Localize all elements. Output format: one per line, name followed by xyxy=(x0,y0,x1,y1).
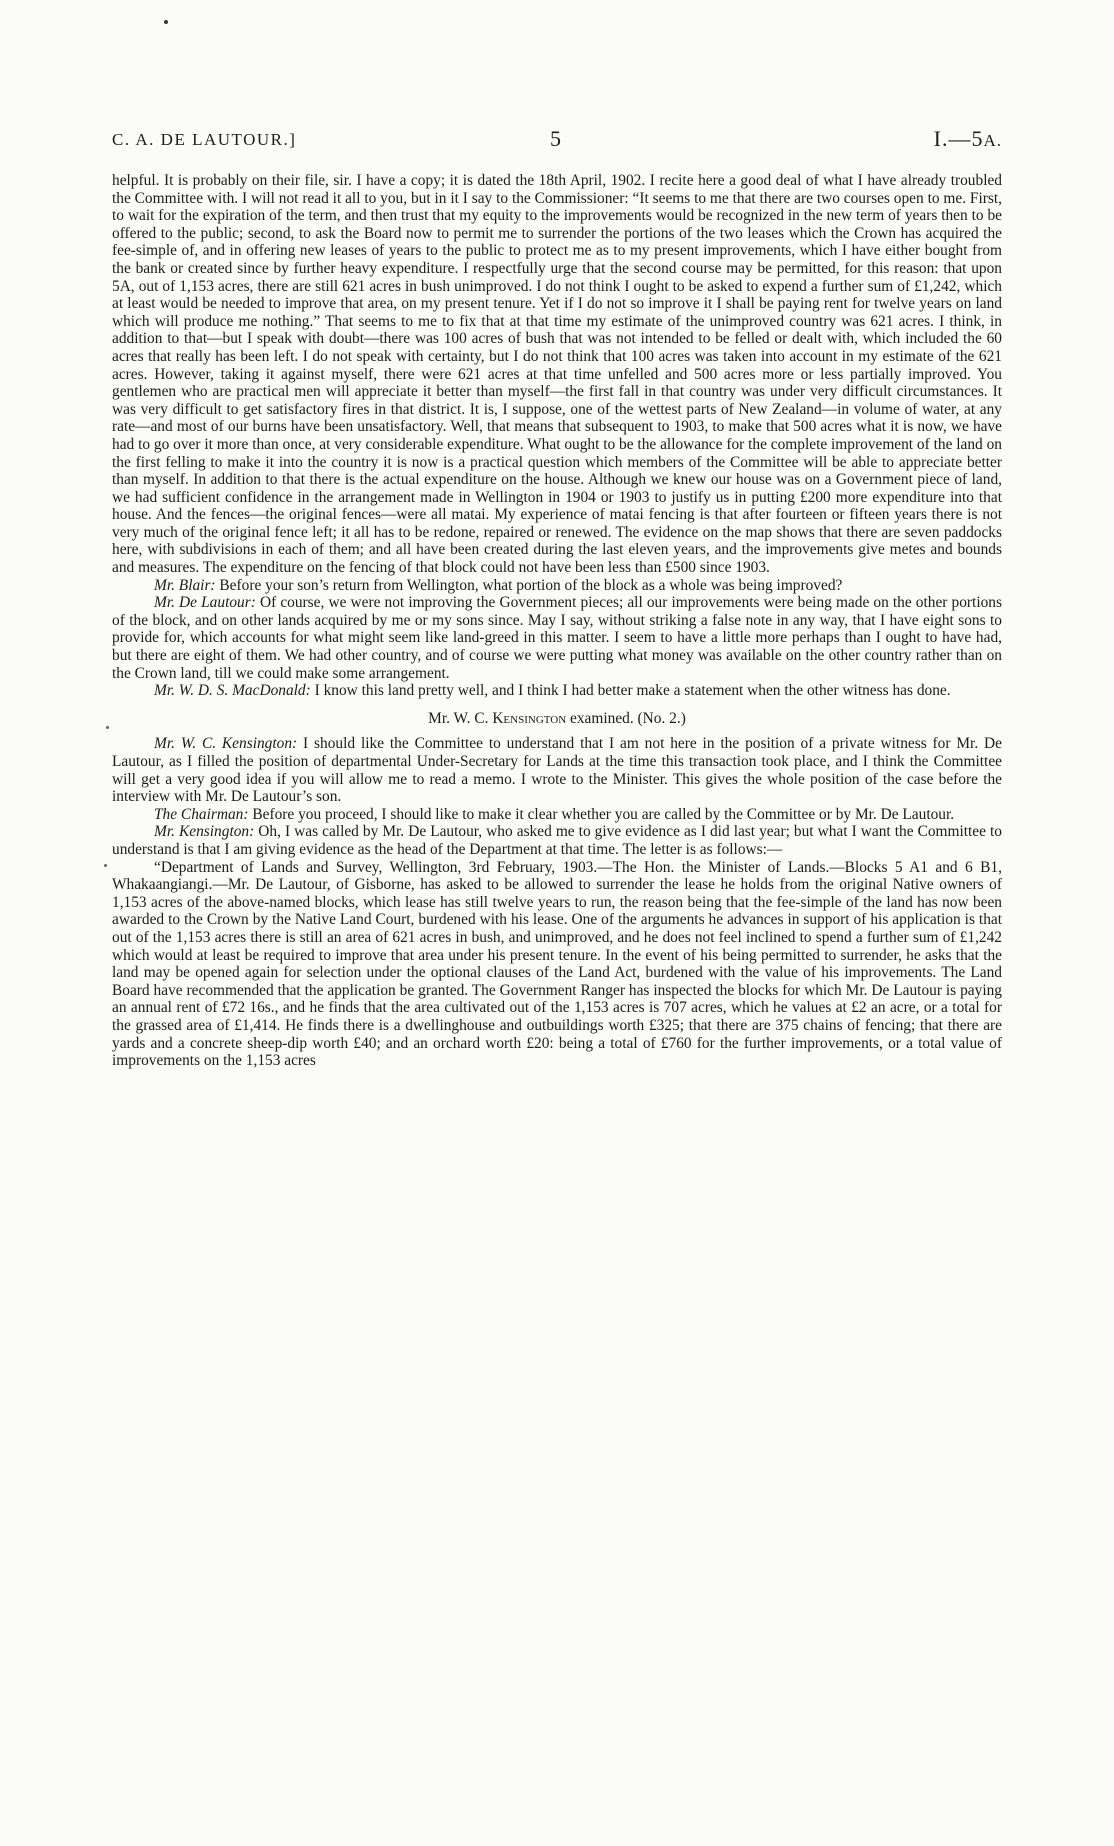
paragraph: Mr. W. C. Kensington: I should like the Committee to understand that I am not here in the position of a private witness for Mr. De Lautour, as I filled the position of departmental Under-Secretary for Lands at the time this transaction took place, and I think the Committee will get a very good idea if you will allow me to read a memo. I wrote to the Minister. This gives the whole position of the case before the interview with Mr. De Lautour’s son. xyxy=(112,735,1002,806)
paragraph: Mr. Blair: Before your son’s return from Wellington, what portion of the block as a whole was being improved? xyxy=(154,576,843,594)
speaker: Mr. De Lautour: xyxy=(154,594,256,612)
margin-mark xyxy=(106,726,109,729)
paragraph: Mr. W. D. S. MacDonald: I know this land pretty well, and I think I had better make a statement when the other witness has done. xyxy=(154,682,951,700)
paragraph: The Chairman: Before you proceed, I should like to make it clear whether you are called by the Committee or by Mr. De Lautour. xyxy=(154,805,955,823)
speaker: Mr. W. C. Kensington: xyxy=(154,735,298,753)
header-author: C. A. DE LAUTOUR.] xyxy=(112,130,297,149)
page-header xyxy=(112,126,1002,154)
paragraph: helpful. It is probably on their file, sir. I have a copy; it is dated the 18th April, 1902. I recite here a good deal of what I have already troubled the Committee with. I will not read it all to you, but in it I say to the Commissioner: “It seems to me that there are two courses open to me. First, to wait for the expiration of the term, and then trust that my equity to the improvements would be recognized in the new term of years then to be offered to the public; second, to ask the Board now to permit me to surrender the portions of the two leases which the Crown has acquired the fee-simple of, and in offering new leases of years to the public to protect me as to my present improvements, which I have either bought from the bank or created since by further heavy expenditure. I respectfully urge that the second course may be permitted, for this reason: that upon 5A, out of 1,153 acres, there are still 621 acres in bush unimproved. I do not think I ought to be asked to expend a further sum of £1,242, which at least would be needed to improve that area, on my present tenure. Yet if I do not so improve it I shall be paying rent for twelve years on land which will produce me nothing.” That seems to me to fix that at that time my estimate of the unimproved country was 621 acres. I think, in addition to that—but I speak with doubt—there was 100 acres of bush that was not intended to be felled or dealt with, which included the 60 acres that really has been left. I do not speak with certainty, but I do not think that 100 acres was taken into account in my estimate of the 621 acres. However, taking it against myself, there were 621 acres at that time unfelled and 500 acres more or less partially improved. You gentlemen who are practical men will appreciate it better than myself—the first fall in that country was under very difficult circumstances. It was very difficult to get satisfactory fires in that district. It is, I suppose, one of the wettest parts of New Zealand—in volume of water, at any rate—and most of our burns have been unsatisfactory. Well, that means that subsequent to 1903, to make that 500 acres what it is now, we have had to go over it more than once, at very considerable expenditure. What ought to be the allowance for the complete improvement of the land on the first felling to make it into the country it is now is a practical question which members of the Committee will be able to appreciate better than myself. In addition to that there is the actual expenditure on the house. Although we knew our house was on a Government piece of land, we had sufficient confidence in the arrangement made in Wellington in 1904 or 1903 to justify us in putting £200 more expenditure into that house. And the fences—the original fences—were all matai. My experience of matai fencing is that after fourteen or fifteen years there is not very much of the original fence left; it all has to be redone, repaired or renewed. The evidence on the map shows that there are seven paddocks here, with subdivisions in each of them; and all have been created during the last eleven years, and the improvements give metes and bounds and measures. The expenditure on the fencing of that block could not have been less than £500 since 1903. xyxy=(112,172,1002,577)
speaker: Mr. W. D. S. MacDonald: xyxy=(154,682,311,700)
ink-speck xyxy=(164,20,168,24)
quoted-letter: “Department of Lands and Survey, Wellington, 3rd February, 1903.—The Hon. the Minister of Lands.—Blocks 5 A1 and 6 B1, Whakaangiangi.—Mr. De Lautour, of Gisborne, has asked to be allowed to surrender the lease he holds from the original Native owners of 1,153 acres of the above-named blocks, which lease has still twelve years to run, the reason being that the fee-simple of the land has now been awarded to the Crown by the Native Land Court, burdened with his lease. One of the arguments he advances in support of his application is that out of the 1,153 acres there is still an area of 621 acres in bush, and unimproved, and he does not feel inclined to spend a further sum of £1,242 which would at least be required to improve that area under his present tenure. In the event of his being permitted to surrender, he asks that the land may be opened again for selection under the optional clauses of the Land Act, burdened with the value of his improvements. The Land Board have recommended that the application be granted. The Government Ranger has inspected the blocks for which Mr. De Lautour is paying an annual rent of £72 16s., and he finds that the area cultivated out of the 1,153 acres is 707 acres, which he values at £2 an acre, or a total for the grassed area of £1,414. He finds there is a dwellinghouse and outbuildings worth £325; that there are 375 chains of fencing; that there are yards and a concrete sheep-dip worth £40; and an orchard worth £20: being a total of £760 for the further improvements, or a total value of improvements on the 1,153 acres xyxy=(112,858,1002,1070)
speaker: Mr. Kensington: xyxy=(154,823,255,841)
body-text xyxy=(112,172,1002,1070)
page-number: 5 xyxy=(550,126,563,151)
speaker: Mr. Blair: xyxy=(154,576,216,594)
paragraph: Mr. Kensington: Oh, I was called by Mr. De Lautour, who asked me to give evidence as I did last year; but what I want the Committee to understand is that I am giving evidence as the head of the Department at that time. The letter is as follows:— xyxy=(112,823,1002,858)
margin-mark xyxy=(104,864,107,867)
examination-heading: Mr. W. C. Kensington examined. (No. 2.) xyxy=(428,709,686,727)
document-reference: I.—5A. xyxy=(933,126,1002,151)
speaker: The Chairman: xyxy=(154,805,249,823)
paragraph: Mr. De Lautour: Of course, we were not improving the Government pieces; all our improvements were being made on the other portions of the block, and on other lands acquired by me or my sons since. May I say, without striking a false note in any way, that I have eight sons to provide for, which accounts for what might seem like land-greed in this matter. I seem to have a little more perhaps than I ought to have had, but there are eight of them. We had other country, and of course we were putting what money was available on the other country rather than on the Crown land, till we could make some arrangement. xyxy=(112,594,1002,682)
